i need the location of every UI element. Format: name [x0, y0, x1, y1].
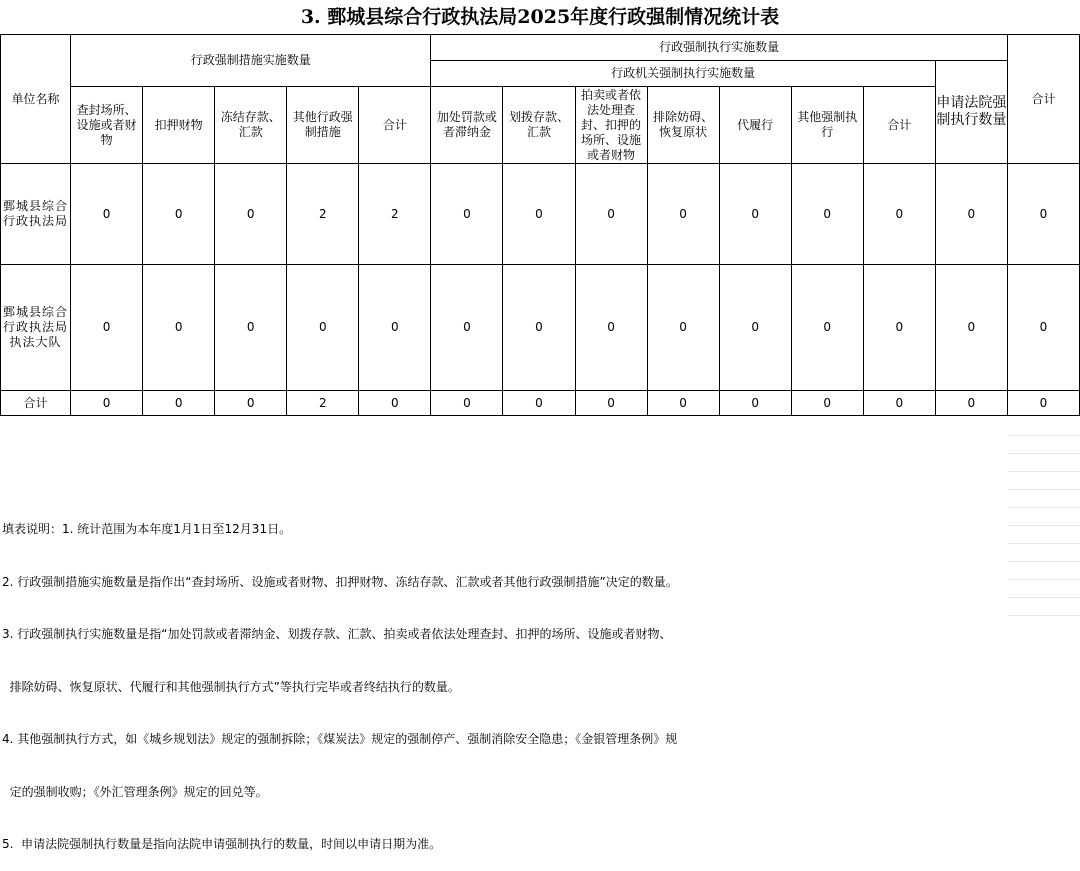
- cell-value: 0: [431, 391, 503, 416]
- total-row: [1, 391, 1080, 416]
- cell-value: 2: [359, 164, 431, 265]
- cell-value: 2: [287, 391, 359, 416]
- table-row: [1, 164, 1080, 265]
- header-col-seal: 查封场所、设施或者财物: [71, 87, 143, 164]
- cell-value: 0: [791, 164, 863, 265]
- cell-value: 0: [791, 265, 863, 391]
- cell-value: 0: [431, 164, 503, 265]
- total-row-label: 合计: [1, 391, 71, 416]
- cell-value: 2: [287, 164, 359, 265]
- statistics-table: [0, 34, 1080, 416]
- cell-value: 0: [503, 164, 575, 265]
- note-line: 5. 申请法院强制执行数量是指向法院申请强制执行的数量，时间以申请日期为准。: [2, 837, 442, 851]
- cell-value: 0: [431, 265, 503, 391]
- cell-value: 0: [719, 164, 791, 265]
- fill-instructions: [2, 486, 1002, 871]
- cell-value: 0: [287, 265, 359, 391]
- note-line: 定的强制收购；《外汇管理条例》规定的回兑等。: [2, 784, 268, 799]
- cell-value: 0: [791, 391, 863, 416]
- header-unit-name: 单位名称: [1, 35, 71, 164]
- cell-value: 0: [647, 391, 719, 416]
- cell-value: 0: [575, 164, 647, 265]
- cell-value: 0: [1007, 391, 1079, 416]
- cell-value: 0: [575, 391, 647, 416]
- header-col-auction: 拍卖或者依法处理查封、扣押的场所、设施或者财物: [575, 87, 647, 164]
- cell-value: 0: [863, 391, 935, 416]
- cell-value: 0: [215, 391, 287, 416]
- header-col-measures-total: 合计: [359, 87, 431, 164]
- header-col-substitute: 代履行: [719, 87, 791, 164]
- header-measures-group: 行政强制措施实施数量: [71, 35, 431, 87]
- header-col-other-measures: 其他行政强制措施: [287, 87, 359, 164]
- cell-value: 0: [359, 391, 431, 416]
- header-col-transfer: 划拨存款、汇款: [503, 87, 575, 164]
- header-grand-total: 合计: [1007, 35, 1079, 164]
- note-line: 3. 行政强制执行实施数量是指“加处罚款或者滞纳金、划拨存款、汇款、拍卖或者依法处理查封、扣押的场所、设施或者财物、: [2, 627, 672, 641]
- note-line: 排除妨碍、恢复原状、代履行和其他强制执行方式”等执行完毕或者终结执行的数量。: [2, 679, 460, 694]
- header-agency-group: 行政机关强制执行实施数量: [431, 61, 935, 87]
- cell-value: 0: [215, 265, 287, 391]
- cell-value: 0: [719, 391, 791, 416]
- page-title: 3. 鄄城县综合行政执法局2025年度行政强制情况统计表: [300, 6, 780, 28]
- cell-value: 0: [1007, 265, 1079, 391]
- row-unit-name: 鄄城县综合行政执法局: [1, 164, 71, 265]
- header-col-other-enforcement: 其他强制执行: [791, 87, 863, 164]
- cell-value: 0: [503, 391, 575, 416]
- cell-value: 0: [143, 164, 215, 265]
- row-unit-name: 鄄城县综合行政执法局执法大队: [1, 265, 71, 391]
- header-col-agency-total: 合计: [863, 87, 935, 164]
- cell-value: 0: [1007, 164, 1079, 265]
- header-col-remove-obstruction: 排除妨碍、恢复原状: [647, 87, 719, 164]
- header-col-fine: 加处罚款或者滞纳金: [431, 87, 503, 164]
- sheet-gridlines: [1008, 418, 1080, 622]
- cell-value: 0: [143, 265, 215, 391]
- header-court-apply: 申请法院强制执行数量: [935, 61, 1007, 164]
- cell-value: 0: [647, 265, 719, 391]
- cell-value: 0: [863, 265, 935, 391]
- header-enforcement-group: 行政强制执行实施数量: [431, 35, 1008, 61]
- cell-value: 0: [71, 265, 143, 391]
- cell-value: 0: [935, 391, 1007, 416]
- note-line: 填表说明：1. 统计范围为本年度1月1日至12月31日。: [2, 522, 292, 536]
- cell-value: 0: [575, 265, 647, 391]
- cell-value: 0: [143, 391, 215, 416]
- cell-value: 0: [935, 265, 1007, 391]
- cell-value: 0: [935, 164, 1007, 265]
- cell-value: 0: [215, 164, 287, 265]
- cell-value: 0: [647, 164, 719, 265]
- note-line: 4. 其他强制执行方式，如《城乡规划法》规定的强制拆除；《煤炭法》规定的强制停产、强制消除安全隐患；《金银管理条例》规: [2, 732, 678, 746]
- cell-value: 0: [71, 164, 143, 265]
- cell-value: 0: [719, 265, 791, 391]
- note-line: 2. 行政强制措施实施数量是指作出“查封场所、设施或者财物、扣押财物、冻结存款、汇款或者其他行政强制措施”决定的数量。: [2, 574, 678, 589]
- table-row: [1, 265, 1080, 391]
- cell-value: 0: [863, 164, 935, 265]
- cell-value: 0: [359, 265, 431, 391]
- header-col-seize: 扣押财物: [143, 87, 215, 164]
- cell-value: 0: [71, 391, 143, 416]
- header-col-freeze: 冻结存款、汇款: [215, 87, 287, 164]
- cell-value: 0: [503, 265, 575, 391]
